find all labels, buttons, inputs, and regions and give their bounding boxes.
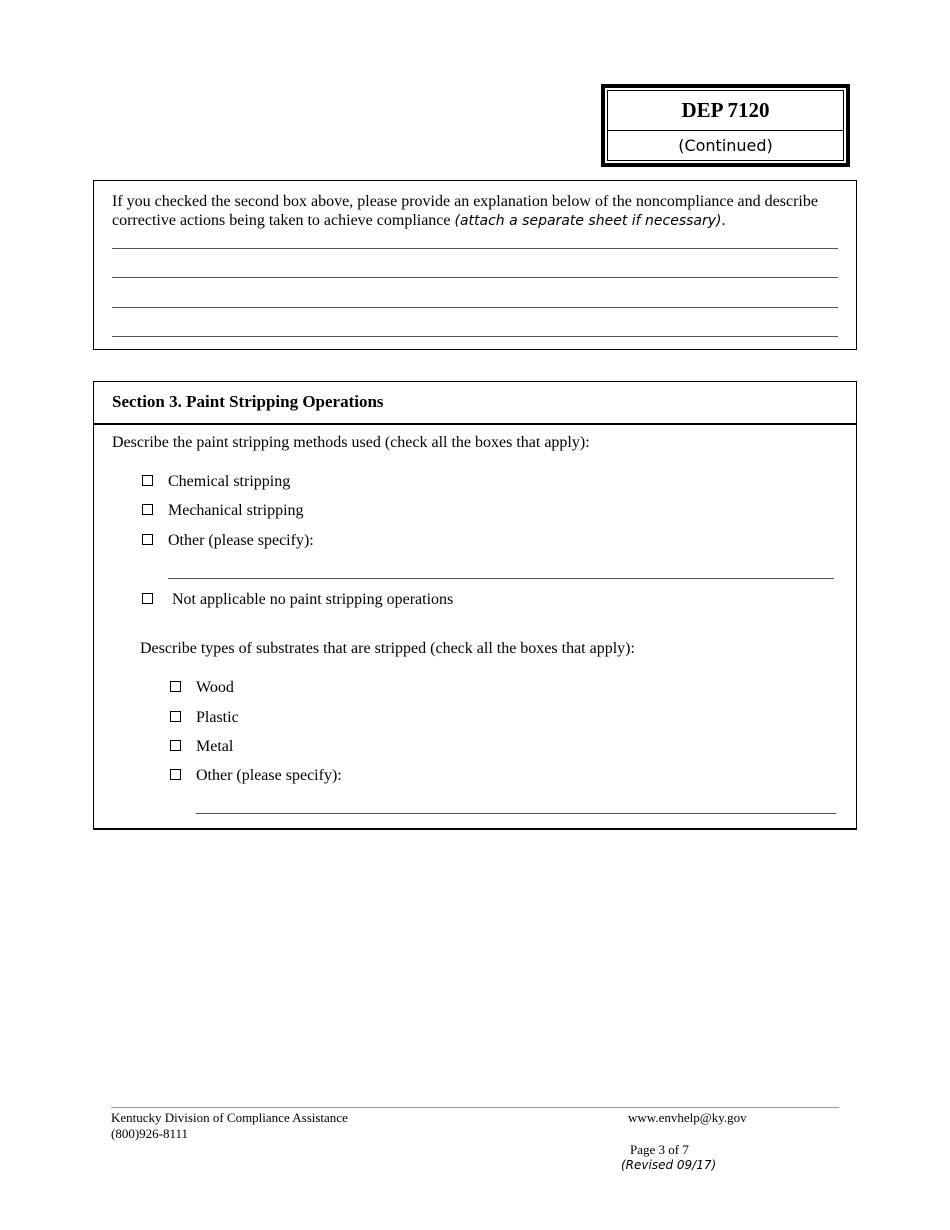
form-id-box bbox=[601, 84, 850, 167]
other-method-checkbox[interactable] bbox=[142, 534, 153, 545]
footer-divider bbox=[111, 1107, 839, 1108]
substrates-prompt: Describe types of substrates that are stripped (check all the boxes that apply): bbox=[140, 640, 635, 657]
form-continued-label: (Continued) bbox=[678, 136, 773, 155]
section-header bbox=[94, 382, 856, 425]
chemical-stripping-checkbox[interactable] bbox=[142, 475, 153, 486]
footer-website: www.envhelp@ky.gov bbox=[628, 1110, 747, 1125]
form-number: DEP 7120 bbox=[608, 91, 843, 131]
explanation-note: (attach a separate sheet if necessary) bbox=[454, 213, 722, 229]
wood-checkbox[interactable] bbox=[170, 681, 181, 692]
not-applicable-checkbox[interactable] bbox=[142, 593, 153, 604]
noncompliance-explanation-box bbox=[93, 180, 857, 350]
explanation-line-4[interactable] bbox=[112, 336, 838, 337]
explanation-period: . bbox=[721, 212, 726, 229]
other-substrate-checkbox[interactable] bbox=[170, 769, 181, 780]
other-method-label: Other (please specify): bbox=[168, 532, 314, 549]
mechanical-stripping-checkbox[interactable] bbox=[142, 504, 153, 515]
explanation-instructions bbox=[112, 192, 842, 231]
metal-checkbox[interactable] bbox=[170, 740, 181, 751]
section-title: Section 3. Paint Stripping Operations bbox=[112, 392, 384, 411]
footer-phone: (800)926-8111 bbox=[111, 1126, 189, 1141]
mechanical-stripping-label: Mechanical stripping bbox=[168, 502, 304, 519]
footer-page-number: Page 3 of 7 bbox=[630, 1142, 689, 1157]
other-substrate-specify-line[interactable] bbox=[196, 813, 836, 814]
explanation-text: If you checked the second box above, please provide an explanation below of the noncompliance and describe corrective actions being taken to achieve compliance bbox=[112, 193, 818, 229]
explanation-line-3[interactable] bbox=[112, 307, 838, 308]
not-applicable-label: Not applicable no paint stripping operations bbox=[172, 591, 454, 608]
other-substrate-label: Other (please specify): bbox=[196, 767, 342, 784]
plastic-checkbox[interactable] bbox=[170, 711, 181, 722]
chemical-stripping-label: Chemical stripping bbox=[168, 473, 291, 490]
wood-label: Wood bbox=[196, 679, 234, 696]
methods-prompt: Describe the paint stripping methods used (check all the boxes that apply): bbox=[112, 434, 590, 451]
metal-label: Metal bbox=[196, 738, 234, 755]
footer-org: Kentucky Division of Compliance Assistance bbox=[111, 1110, 348, 1125]
explanation-line-2[interactable] bbox=[112, 277, 838, 278]
footer-revised: (Revised 09/17) bbox=[621, 1158, 717, 1172]
explanation-line-1[interactable] bbox=[112, 248, 838, 249]
other-method-specify-line[interactable] bbox=[168, 578, 834, 579]
plastic-label: Plastic bbox=[196, 709, 239, 726]
section-3-paint-stripping bbox=[93, 381, 857, 830]
